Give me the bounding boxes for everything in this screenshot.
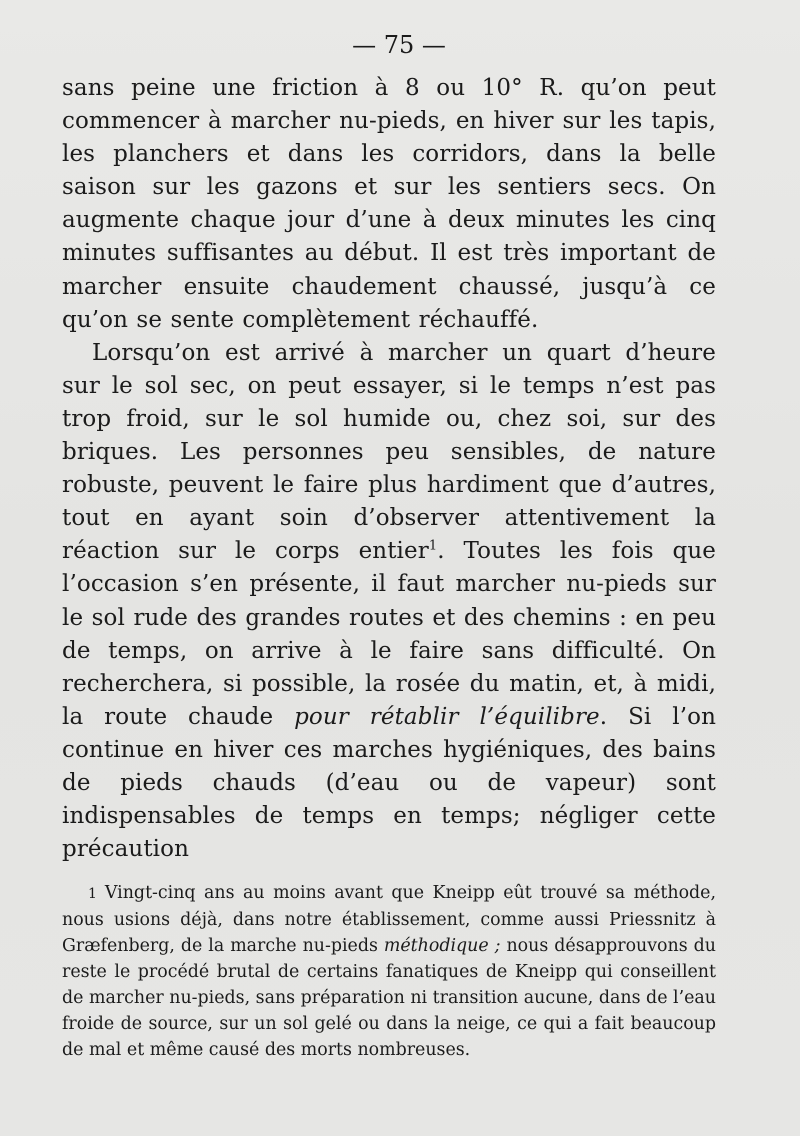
paragraph-2-part-c: . Si l’on continue en hiver ces marches hygiéniques, des bains de pieds chauds (d’eau ou de vapeur) sont indispensables de temps en temps; négliger cette précaution [62,703,717,863]
footnote [62,880,716,1063]
main-text [62,72,716,866]
footnote-part-a: Vingt-cinq ans au moins avant que Kneipp eût trouvé sa méthode, nous usions déjà, dans notre établissement, comme aussi Priessnitz à Græfenberg, de la marche nu-pieds [62,883,716,957]
footnote-italic: méthodique ; [383,936,501,957]
footnote-part-b: nous désapprouvons du reste le procédé brutal de certains fanatiques de Kneipp qui conseillent de marcher nu-pieds, sans préparation ni transition aucune, dans de l’eau froide de source, sur un sol gelé ou dans la neige, ce qui a fait beaucoup de mal et même causé des morts nombreuses. [62,936,716,1061]
footnote-reference[interactable]: 1 [428,538,438,554]
paragraph-2-part-a: Lorsqu’on est arrivé à marcher un quart d’heure sur le sol sec, on peut essayer, si le temps n’est pas trop froid, sur le sol humide ou, chez soi, sur des briques. Les personnes peu sensibles, de nature robuste, peuvent le faire plus hardiment que d’autres, tout en ayant soin d’observer attentivement la réaction sur le corps entier [62,339,716,565]
paragraph-2-italic: pour rétablir l’équilibre [294,703,600,730]
paragraph-2 [62,337,716,867]
paragraph-1: sans peine une friction à 8 ou 10° R. qu’on peut commencer à marcher nu-pieds, en hiver sur les tapis, les planchers et dans les corridors, dans la belle saison sur les gazons et sur les sentiers secs. On augmente chaque jour d’une à deux minutes les cinq minutes suffisantes au début. Il est très important de marcher ensuite chaudement chaussé, jusqu’à ce qu’on se sente complètement réchauffé. [62,75,716,333]
page-number: — 75 — [352,31,446,59]
paragraph-2-part-b: . Toutes les fois que l’occasion s’en présente, il faut marcher nu-pieds sur le sol rude des grandes routes et des chemins : en peu de temps, on arrive à le faire sans difficulté. On recherchera, si possible, la rosée du matin, et, à midi, la route chaude [62,538,716,730]
footnote-text [62,880,716,1063]
footnote-mark: 1 [88,886,97,903]
